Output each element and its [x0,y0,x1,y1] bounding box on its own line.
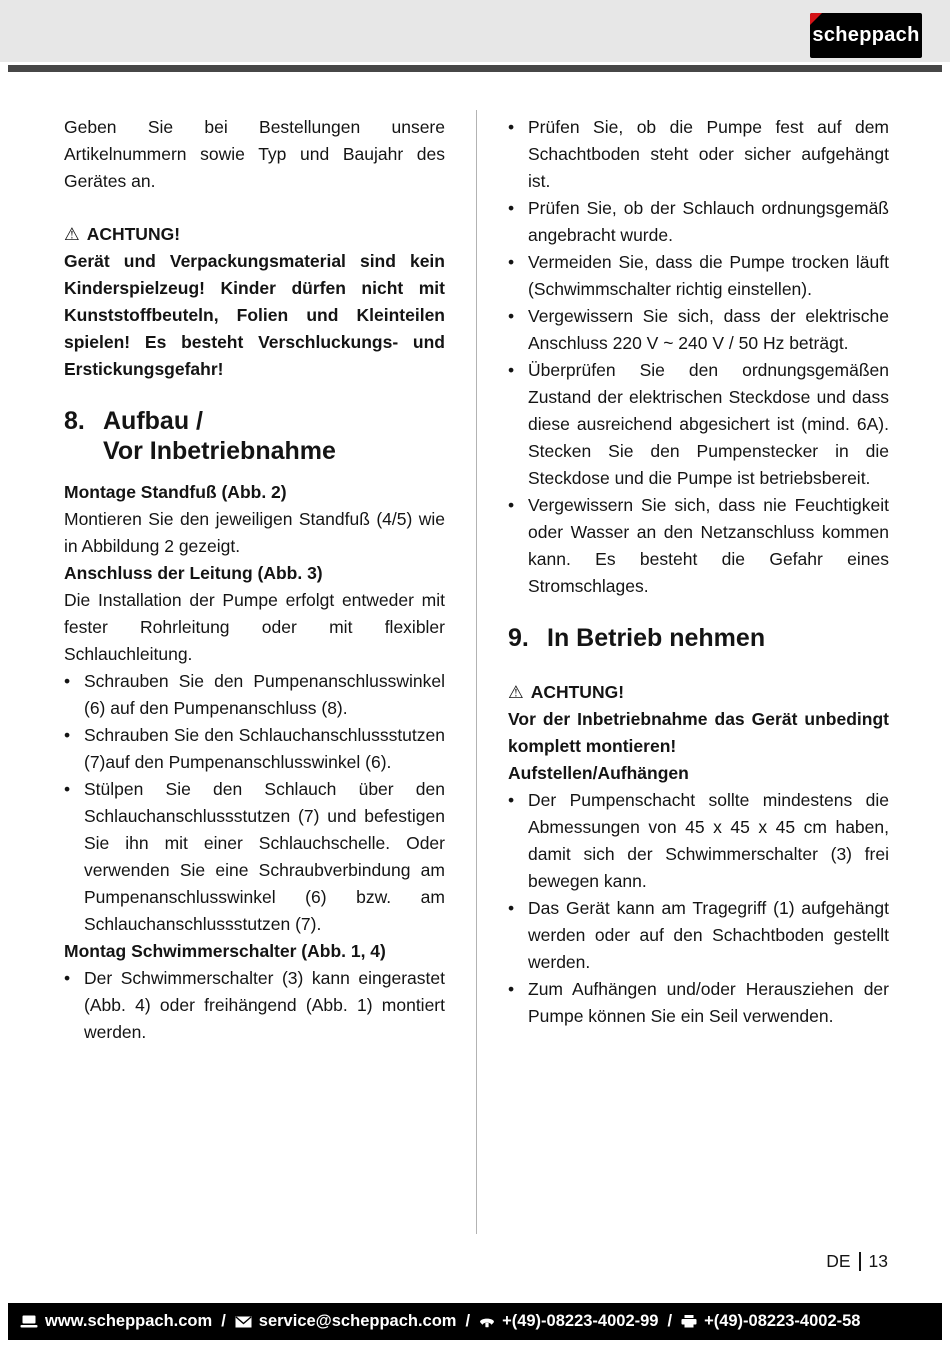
footer-fax: +(49)-08223-4002-58 [704,1312,861,1330]
list-item-text: Überprüfen Sie den ordnungsgemäßen Zustand der elektrischen Steckdose und dass diese ausreichend abgesichert ist (mind. 6A). Stecken Sie den Pumpenstecker in die Steckdose und die Pumpe ist betriebsbereit. [528,360,889,488]
left-column [64,114,445,1046]
list-item [64,722,445,776]
section-9-title [547,623,765,653]
warning-icon: ⚠ [64,224,80,244]
warning-text: Gerät und Verpackungsmaterial sind kein Kinderspielzeug! Kinder dürfen nicht mit Kunststoffbeuteln, Folien und Kleinteilen spielen! Es besteht Verschluckungs- und Erstickungsgefahr! [64,251,445,379]
subheading-aufstellen: Aufstellen/Aufhängen [508,763,689,783]
footer-separator: / [667,1312,673,1330]
bullet-marker: • [64,725,71,745]
fax-icon [681,1315,697,1328]
list-item [64,668,445,722]
bullet-marker: • [508,495,515,515]
bullet-marker: • [508,117,515,137]
bullet-marker: • [508,898,515,918]
bullet-marker: • [64,779,71,799]
warning-heading [64,221,445,248]
list-item-text: Vergewissern Sie sich, dass nie Feuchtigkeit oder Wasser an den Netzanschluss kommen kann. Es besteht die Gefahr eines Stromschlages. [528,495,889,596]
section-8-heading [64,406,445,466]
subheading-anschluss-leitung: Anschluss der Leitung (Abb. 3) [64,563,323,583]
section-9-heading [508,623,889,653]
paragraph-leitung: Die Installation der Pumpe erfolgt entweder mit fester Rohrleitung oder mit flexibler Schlauchleitung. [64,590,445,664]
list-item-text: Der Schwimmerschalter (3) kann eingerastet (Abb. 4) oder freihängend (Abb. 1) montiert werden. [84,968,445,1042]
leitung-bullet-list [64,668,445,938]
page-language: DE [826,1251,851,1271]
header-rule [8,65,942,72]
computer-icon [20,1315,38,1328]
list-item [64,776,445,938]
envelope-icon [235,1316,252,1328]
bullet-marker: • [508,790,515,810]
bullet-marker: • [508,979,515,999]
order-info-paragraph: Geben Sie bei Bestellungen unsere Artikelnummern sowie Typ und Baujahr des Gerätes an. [64,117,445,191]
list-item-text: Der Pumpenschacht sollte mindestens die Abmessungen von 45 x 45 x 45 cm haben, damit sich der Schwimmerschalter (3) frei bewegen kann. [528,790,889,891]
section-8-title [103,406,336,466]
list-item [508,249,889,303]
footer-bar [8,1303,942,1340]
warning-heading [508,679,889,706]
list-item [508,195,889,249]
list-item [508,492,889,600]
list-item [508,976,889,1030]
header-band [0,0,950,62]
bullet-marker: • [508,360,515,380]
logo-text: scheppach [812,24,920,46]
list-item-text: Prüfen Sie, ob der Schlauch ordnungsgemäß angebracht wurde. [528,198,889,245]
list-item [508,357,889,492]
footer-separator: / [465,1312,471,1330]
list-item-text: Schrauben Sie den Schlauchanschlussstutzen (7)auf den Pumpenanschlusswinkel (6). [84,725,445,772]
list-item-text: Stülpen Sie den Schlauch über den Schlauchanschlussstutzen (7) und befestigen Sie ihn mit einer Schlauchschelle. Oder verwenden Sie eine Schraubverbindung am Pumpenanschlusswinkel (6) bzw. am Schlauchanschlussstutzen (7). [84,779,445,934]
bullet-marker: • [64,968,71,988]
list-item-text: Das Gerät kann am Tragegriff (1) aufgehängt werden oder auf den Schachtboden gestellt werden. [528,898,889,972]
bullet-marker: • [64,671,71,691]
aufstellen-bullet-list [508,787,889,1030]
footer-phone: +(49)-08223-4002-99 [502,1312,659,1330]
warning-label: ACHTUNG! [86,224,181,244]
list-item-text: Prüfen Sie, ob die Pumpe fest auf dem Schachtboden steht oder sicher aufgehängt ist. [528,117,889,191]
section-9-title-line1: In Betrieb nehmen [547,624,766,652]
right-column [508,114,889,1030]
section-9-number: 9. [508,624,529,652]
list-item-text: Zum Aufhängen und/oder Herausziehen der Pumpe können Sie ein Seil verwenden. [528,979,889,1026]
list-item [508,303,889,357]
section-8-number: 8. [64,407,85,435]
page-number-value: 13 [868,1251,888,1271]
list-item [64,965,445,1046]
phone-icon [479,1316,495,1328]
list-item [508,114,889,195]
logo-red-accent [810,13,822,25]
section-8-title-line2: Vor Inbetriebnahme [103,437,336,465]
checks-bullet-list [508,114,889,600]
footer-separator: / [221,1312,226,1330]
bullet-marker: • [508,198,515,218]
page-number-divider [859,1252,861,1271]
bullet-marker: • [508,252,515,272]
subheading-montage-standfuss: Montage Standfuß (Abb. 2) [64,482,287,502]
footer-email: service@scheppach.com [258,1312,457,1330]
list-item [508,787,889,895]
warning-text: Vor der Inbetriebnahme das Gerät unbedingt komplett montieren! [508,709,889,756]
list-item-text: Vergewissern Sie sich, dass der elektrische Anschluss 220 V ~ 240 V / 50 Hz beträgt. [528,306,889,353]
section-8-title-line1: Aufbau / [103,407,203,435]
bullet-marker: • [508,306,515,326]
page-number [826,1251,888,1272]
subheading-schwimmerschalter: Montag Schwimmerschalter (Abb. 1, 4) [64,941,386,961]
schwimmerschalter-bullet-list [64,965,445,1046]
footer-website: www.scheppach.com [45,1312,213,1330]
paragraph-standfuss: Montieren Sie den jeweiligen Standfuß (4/5) wie in Abbildung 2 gezeigt. [64,509,445,556]
list-item-text: Schrauben Sie den Pumpenanschlusswinkel (6) auf den Pumpenanschluss (8). [84,671,445,718]
warning-label: ACHTUNG! [530,682,625,702]
column-divider [476,110,477,1234]
warning-icon: ⚠ [508,682,524,702]
scheppach-logo [810,13,922,58]
list-item-text: Vermeiden Sie, dass die Pumpe trocken läuft (Schwimmschalter richtig einstellen). [528,252,889,299]
list-item [508,895,889,976]
